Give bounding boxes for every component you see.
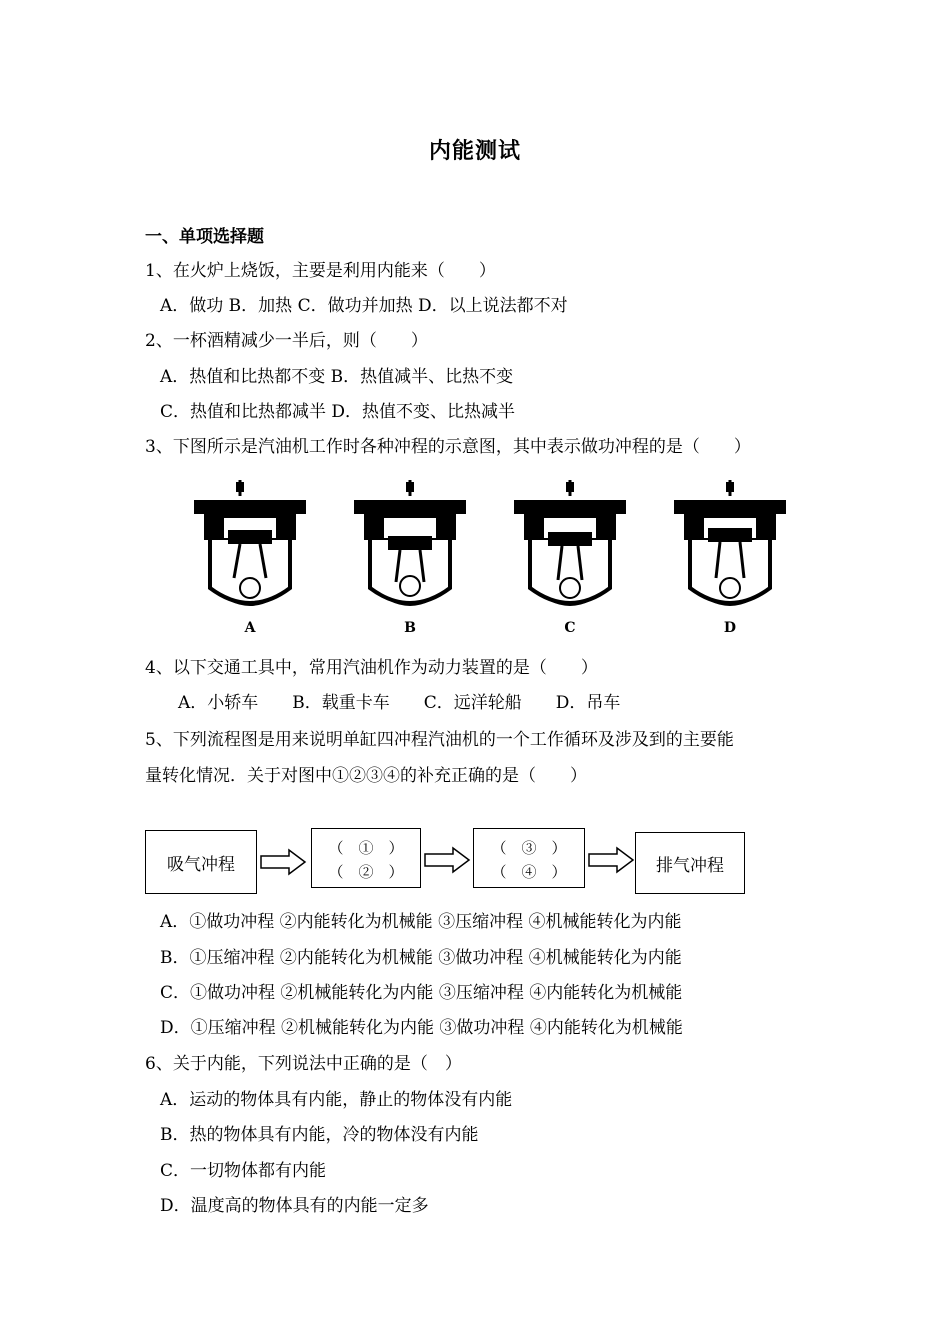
- engine-figure-c: [510, 478, 630, 638]
- q5-stem-line1: 5、下列流程图是用来说明单缸四冲程汽油机的一个工作循环及涉及到的主要能: [145, 730, 734, 750]
- q2-options-cd: C．热值和比热都减半 D．热值不变、比热减半: [160, 402, 516, 422]
- q1-options: A．做功 B．加热 C．做功并加热 D．以上说法都不对: [160, 296, 568, 316]
- q5-option-d: D．①压缩冲程 ②机械能转化为内能 ③做功冲程 ④内能转化为机械能: [160, 1018, 683, 1038]
- q2-options-ab: A．热值和比热都不变 B．热值减半、比热不变: [160, 367, 514, 387]
- q4-options: A．小轿车 B．载重卡车 C．远洋轮船 D．吊车: [178, 693, 621, 713]
- flow-box-stroke-3: [473, 828, 585, 888]
- q3-stem: 3、下图所示是汽油机工作时各种冲程的示意图，其中表示做功冲程的是（ ）: [145, 437, 751, 457]
- q5-option-b: B．①压缩冲程 ②内能转化为机械能 ③做功冲程 ④机械能转化为内能: [160, 948, 682, 968]
- q6-option-a: A．运动的物体具有内能，静止的物体没有内能: [160, 1090, 513, 1110]
- figure-label-a: A: [244, 620, 256, 636]
- flow-blank-3: （ ③ ）: [491, 839, 567, 857]
- q1-stem: 1、在火炉上烧饭，主要是利用内能来（ ）: [145, 261, 496, 281]
- flow-arrow-3: [587, 846, 635, 874]
- q6-option-b: B．热的物体具有内能，冷的物体没有内能: [160, 1125, 479, 1145]
- engine-figure-a: [190, 478, 310, 638]
- q5-stem-line2: 量转化情况．关于对图中①②③④的补充正确的是（ ）: [145, 766, 587, 786]
- engine-figure-d: [670, 478, 790, 638]
- q6-stem: 6、关于内能，下列说法中正确的是（ ）: [145, 1054, 462, 1074]
- section-heading: 一、单项选择题: [145, 227, 264, 247]
- page-title: 内能测试: [428, 138, 521, 164]
- figure-label-b: B: [404, 620, 416, 636]
- flow-box-exhaust: 排气冲程: [635, 832, 745, 894]
- engine-stroke-figures: [190, 478, 800, 638]
- figure-label-d: D: [723, 620, 737, 636]
- flow-box-stroke-2: [311, 828, 421, 888]
- flow-arrow-2: [423, 846, 471, 874]
- flow-box-intake: 吸气冲程: [145, 830, 257, 894]
- q5-option-c: C．①做功冲程 ②机械能转化为内能 ③压缩冲程 ④内能转化为机械能: [160, 983, 683, 1003]
- flow-blank-4: （ ④ ）: [491, 863, 567, 881]
- stroke-flow-chart: [145, 826, 755, 898]
- flow-blank-2: （ ② ）: [328, 863, 404, 881]
- flow-arrow-1: [259, 848, 307, 876]
- figure-label-c: C: [564, 620, 576, 636]
- q6-option-d: D．温度高的物体具有的内能一定多: [160, 1196, 429, 1216]
- q4-stem: 4、以下交通工具中，常用汽油机作为动力装置的是（ ）: [145, 658, 598, 678]
- engine-figure-b: [350, 478, 470, 638]
- q2-stem: 2、一杯酒精减少一半后，则（ ）: [145, 331, 428, 351]
- flow-blank-1: （ ① ）: [328, 839, 404, 857]
- q5-option-a: A．①做功冲程 ②内能转化为机械能 ③压缩冲程 ④机械能转化为内能: [160, 912, 682, 932]
- q6-option-c: C．一切物体都有内能: [160, 1161, 327, 1181]
